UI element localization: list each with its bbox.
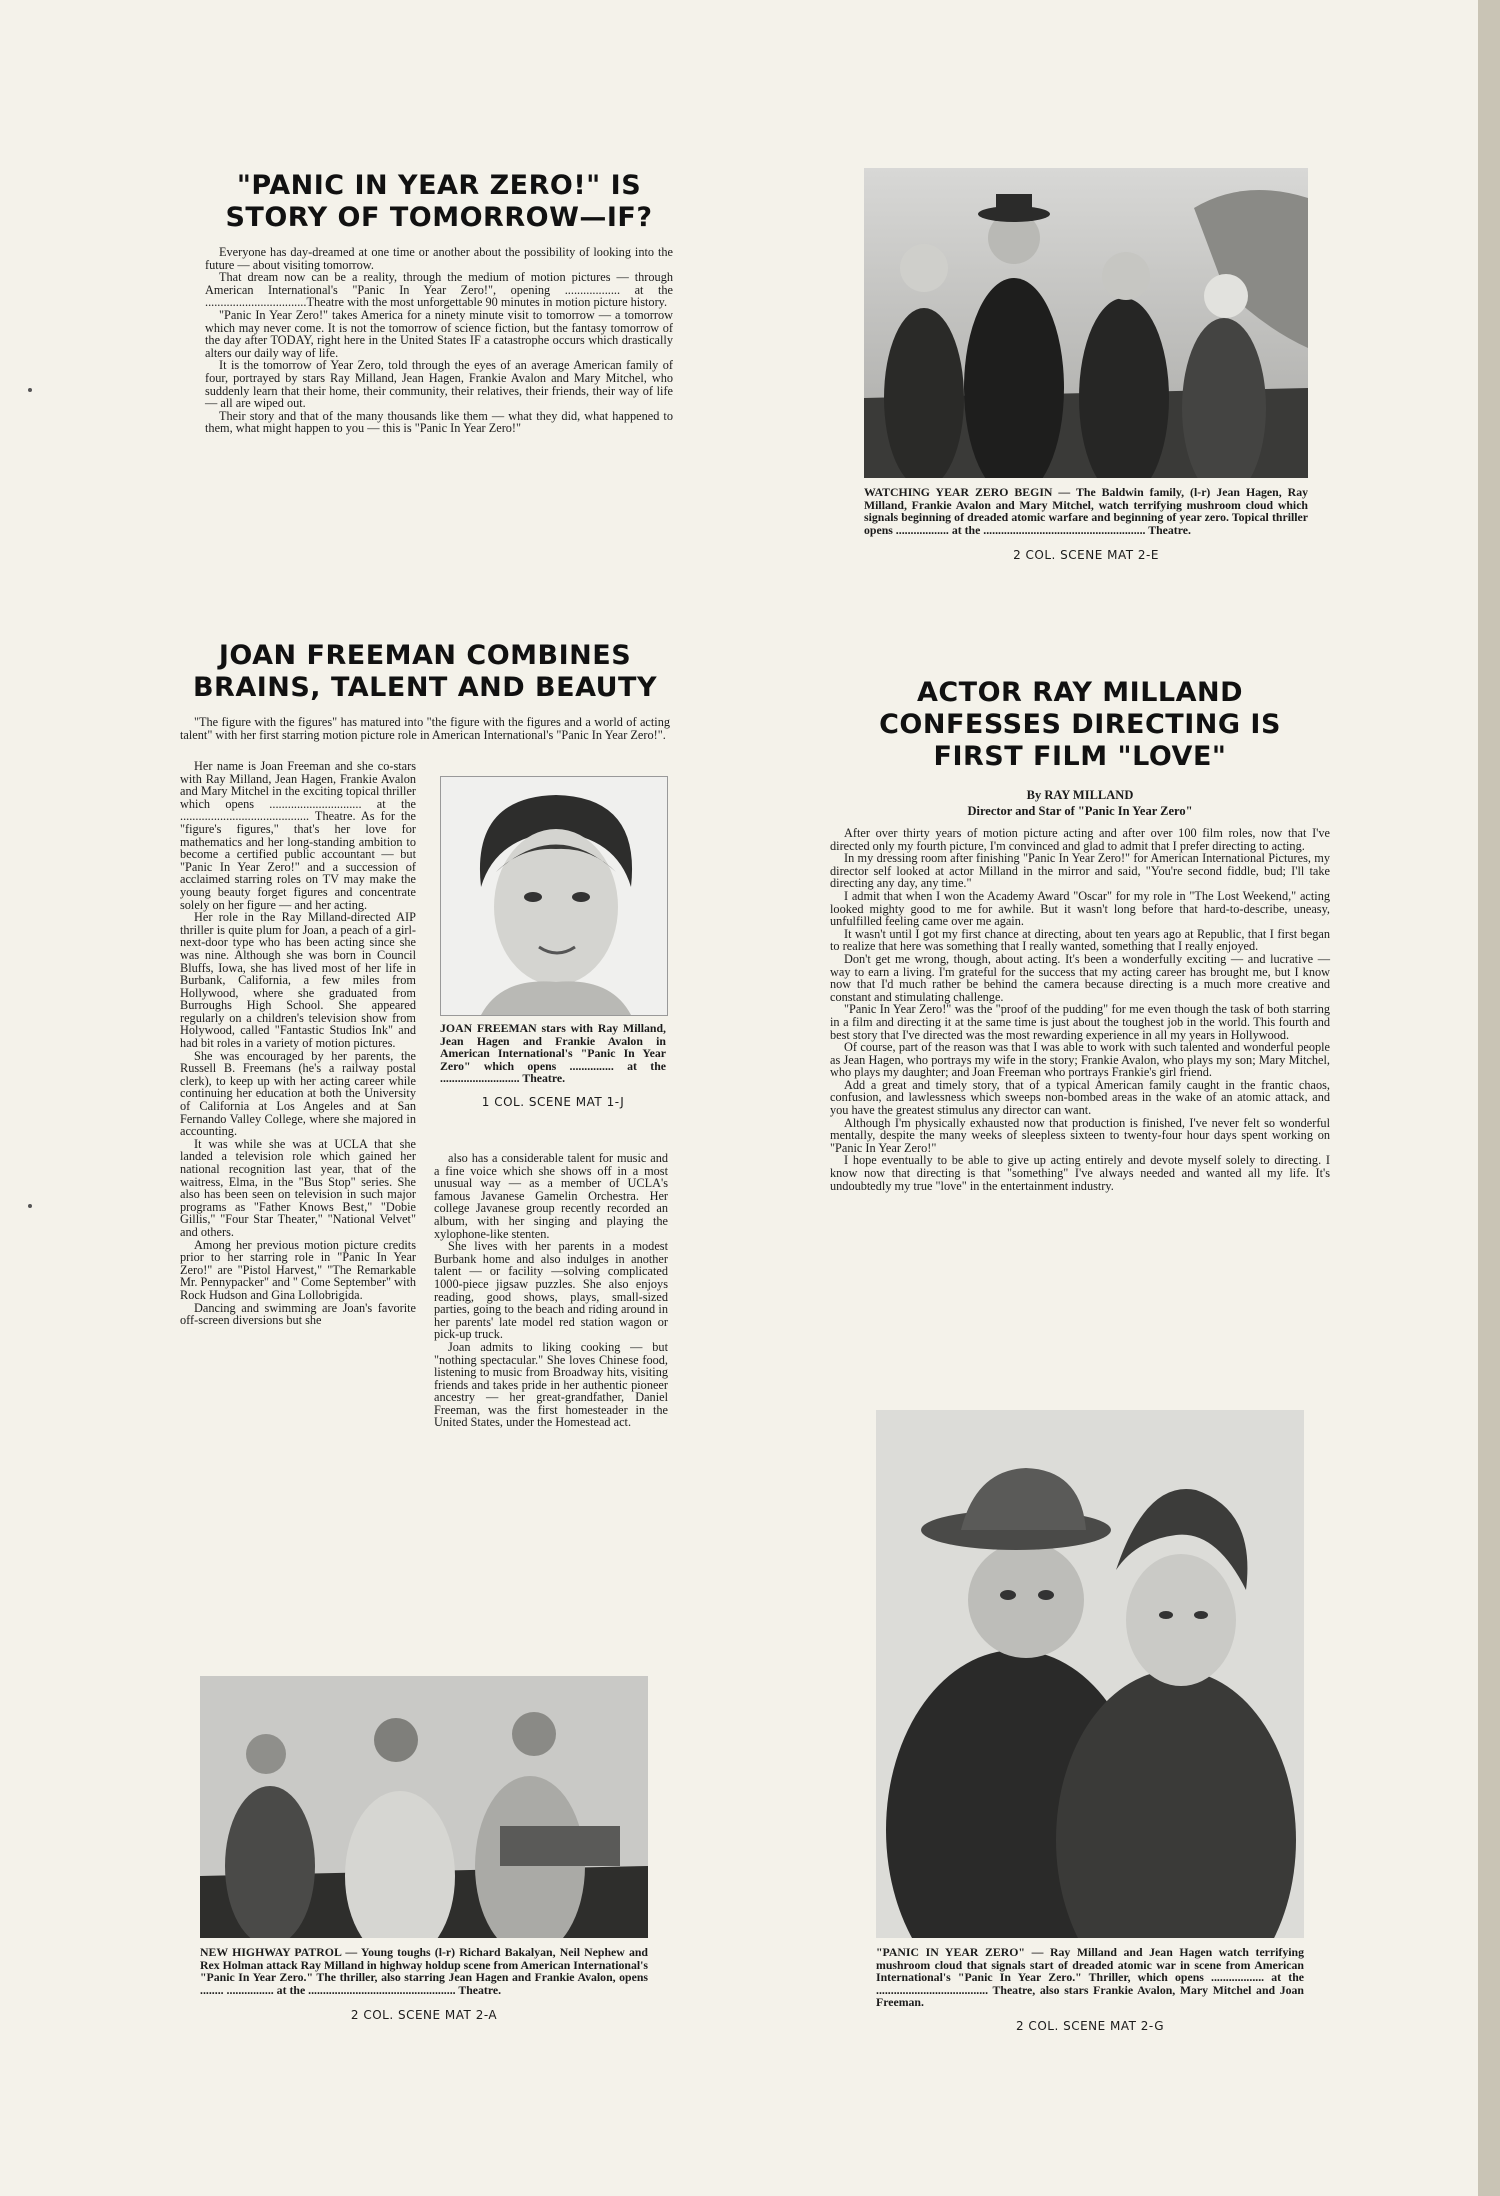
photo-joan-freeman bbox=[440, 776, 668, 1016]
mat-label: 2 COL. SCENE MAT 2-E bbox=[1013, 548, 1159, 563]
photo4-caption-block bbox=[876, 1946, 1304, 2033]
article-body bbox=[830, 827, 1330, 1192]
paragraph: also has a considerable talent for music and a fine voice which she shows off in a most unusual way — as a member of UCLA's famous Javanese Gamelin Orchestra. Her college Javanese group recently recorded an album, with her singing and playing the xylophone-like stenten. bbox=[434, 1151, 668, 1241]
paragraph: Although I'm physically exhausted now that production is finished, I've never felt so wonderful mentally, despite the many weeks of sleepless sixteen to twenty-four hour days spent working on "Panic In Year Zero!" bbox=[830, 1115, 1330, 1155]
paragraph: I admit that when I won the Academy Award "Oscar" for my role in "The Lost Weekend," acting looked mighty good to me for awhile. But it wasn't long before that hard-to-describe, uneasy, unfulfilled feeling came over me again. bbox=[830, 888, 1330, 929]
photo-caption: JOAN FREEMAN stars with Ray Milland, Jean Hagen and Frankie Avalon in American International's "Panic In Year Zero" which opens ............... at the ........................... Theatre. bbox=[440, 1021, 666, 1086]
article2-column-right bbox=[434, 1152, 668, 1429]
paragraph: "Panic In Year Zero!" was the "proof of the pudding" for me even though the task of both starring in a film and directing it at the same time is just about the toughest job in the world. This fourth and best story that I've directed was the most rewarding experience in all my years in Hollywood. bbox=[830, 1002, 1330, 1042]
punch-mark bbox=[28, 388, 32, 392]
article-ray-milland bbox=[830, 677, 1330, 1192]
page-edge bbox=[1478, 0, 1500, 2196]
mat-label: 2 COL. SCENE MAT 2-G bbox=[1015, 2018, 1165, 2033]
byline: By RAY MILLAND bbox=[1026, 788, 1134, 802]
paragraph: Her name is Joan Freeman and she co-stars with Ray Milland, Jean Hagen, Frankie Avalon and Mary Mitchel in the exciting topical thriller which opens .............................. at the .......................................... Theatre. As for the "figure's figures," that's her love for mathematics and her long-standing ambition to become a certified public accountant — but "Panic In Year Zero!" and a succession of acclaimed starring roles on TV may make the young beauty forget figures and concentrate solely on her figure — and her acting. bbox=[180, 759, 416, 912]
paragraph: Her role in the Ray Milland-directed AIP thriller is quite plum for Joan, a peach of a girl-next-door type who has been acting since she was nine. Although she was born in Council Bluffs, Iowa, she has lived most of her life in Burbank, California, a few miles from Hollywood, where she graduated from Burroughs High School. She appeared regularly on a children's television show from Holywood, called "Fantastic Studios Ink" and had bit roles in a variety of motion pictures. bbox=[180, 910, 416, 1051]
paragraph: Of course, part of the reason was that I was able to work with such talented and wonderful people as Jean Hagen, who portrays my wife in the story; Frankie Avalon, who plays my son; Mary Mitchel, who plays my daughter; and Joan Freeman who portrays Frankie's girl friend. bbox=[830, 1040, 1330, 1080]
paragraph: Joan admits to liking cooking — but "nothing spectacular." She loves Chinese food, listening to music from Broadway hits, visiting friends and takes pride in her authentic pioneer ancestry — her great-grandfather, Daniel Freeman, was the first homesteader in the United States, under the Homestead act. bbox=[434, 1339, 668, 1430]
photo1-caption-block bbox=[864, 486, 1308, 562]
paragraph: That dream now can be a reality, through the medium of motion pictures — through American International's "Panic In Year Zero!", opening .................. at the .................................Theatre with the most unforgettable 90 minutes in motion picture history. bbox=[205, 270, 673, 310]
photo-caption: NEW HIGHWAY PATROL — Young toughs (l-r) Richard Bakalyan, Neil Nephew and Rex Holman attack Ray Milland in highway holdup scene from American International's "Panic In Year Zero." The thriller, also starring Jean Hagen and Frankie Avalon, opens ........ ................ at the .................................................. Theatre. bbox=[200, 1945, 648, 1997]
paragraph: I hope eventually to be able to give up acting entirely and devote myself solely to directing. I know now that directing is that "something" I've always needed and wanted all my life. It's undoubtedly my true "love" in the entertainment industry. bbox=[830, 1153, 1330, 1193]
photo-watching-year-zero bbox=[864, 168, 1308, 478]
photo-caption: "PANIC IN YEAR ZERO" — Ray Milland and Jean Hagen watch terrifying mushroom cloud that signals start of dreaded atomic war in scene from American International's "Panic In Year Zero." Thriller, which opens .................. at the ...................................... Theatre, also stars Frankie Avalon, Mary Mitchel and Joan Freeman. bbox=[876, 1945, 1304, 2010]
paragraph: After over thirty years of motion picture acting and after over 100 film roles, now that I've directed only my fourth picture, I'm convinced and glad to admit that I prefer directing to acting. bbox=[830, 826, 1330, 853]
paragraph: Their story and that of the many thousands like them — what they did, what happened to them, what might happen to you — this is "Panic In Year Zero!" bbox=[205, 408, 673, 436]
paragraph: Everyone has day-dreamed at one time or another about the possibility of looking into the future — about visiting tomorrow. bbox=[205, 245, 673, 272]
photo-new-highway-patrol bbox=[200, 1676, 648, 1938]
paragraph: It was while she was at UCLA that she landed a television role which gained her national recognition last year, that of the waitress, Elma, in the "Bus Stop" series. She also has been seen on television in such major programs as "Father Knows Best," "Dobie Gillis," "Four Star Theater," "National Velvet" and others. bbox=[180, 1136, 416, 1239]
paragraph: Don't get me wrong, though, about acting. It's been a wonderfully exciting — and lucrative — way to earn a living. I'm grateful for the success that my acting career has brought me, but I know now that I'd much rather be behind the camera because directing is a much more creative and constant and stimulating challenge. bbox=[830, 951, 1330, 1004]
lead-paragraph: "The figure with the figures" has matured into "the figure with the figures and a world of acting talent" with her first starring motion picture role in American International's "Panic In Year Zero!". bbox=[180, 715, 670, 742]
paragraph: Dancing and swimming are Joan's favorite off-screen diversions but she bbox=[180, 1300, 416, 1328]
photo-milland-hagen bbox=[876, 1410, 1304, 1938]
headline: "PANIC IN YEAR ZERO!" IS STORY OF TOMORROW—IF? bbox=[225, 170, 653, 233]
photo2-caption-block bbox=[440, 1022, 666, 1109]
paragraph: "Panic In Year Zero!" takes America for a ninety minute visit to tomorrow — a tomorrow which may never come. It is not the tomorrow of science fiction, but the fantasy tomorrow of the day after TODAY, right here in the United States IF a catastrophe occurs which drastically alters our daily way of life. bbox=[205, 307, 673, 360]
mat-label: 1 COL. SCENE MAT 1-J bbox=[481, 1094, 625, 1109]
paragraph: She was encouraged by her parents, the Russell B. Freemans (he's a railway postal clerk), to keep up with her acting career while continuing her education at both the University of California at Los Angeles and at San Fernando Valley College, where she majored in accounting. bbox=[180, 1048, 416, 1139]
article-body bbox=[205, 246, 673, 435]
paragraph: In my dressing room after finishing "Panic In Year Zero!" for American International Pictures, my director self looked at actor Milland in the mirror and said, "You're second fiddle, bud; I'll take directing any day, any time." bbox=[830, 851, 1330, 891]
paragraph: It is the tomorrow of Year Zero, told through the eyes of an average American family of four, portrayed by stars Ray Milland, Jean Hagen, Frankie Avalon and Mary Mitchel, who suddenly learn that their home, their community, their relatives, their friends, their way of life — all are wiped out. bbox=[205, 358, 673, 411]
mat-label: 2 COL. SCENE MAT 2-A bbox=[350, 2008, 498, 2023]
article-panic-story bbox=[205, 170, 673, 435]
article-lead bbox=[180, 716, 670, 741]
paragraph: Among her previous motion picture credits prior to her starring role in "Panic In Year Zero!" are "Pistol Harvest," "The Remarkable Mr. Pennypacker" and " Come September" with Rock Hudson and Gina Lollobrigida. bbox=[180, 1237, 417, 1302]
article-joan-freeman bbox=[180, 640, 670, 741]
paragraph: Add a great and timely story, that of a typical American family caught in the frantic chaos, confusion, and lawlessness which sweeps non-bombed areas in the wake of an atomic attack, and you have the greatest stimulus any director can want. bbox=[830, 1077, 1330, 1118]
paragraph: It wasn't until I got my first chance at directing, about ten years ago at Republic, that I first began to realize that here was something that I really wanted, something that I really enjoyed. bbox=[830, 926, 1330, 954]
punch-mark bbox=[28, 1204, 32, 1208]
headline: JOAN FREEMAN COMBINES BRAINS, TALENT AND BEAUTY bbox=[192, 640, 658, 703]
photo3-caption-block bbox=[200, 1946, 648, 2022]
byline-subtitle: Director and Star of "Panic In Year Zero" bbox=[967, 804, 1193, 818]
paragraph: She lives with her parents in a modest Burbank home and also indulges in another talent — or facility —solving complicated 1000-piece jigsaw puzzles. She also enjoys reading, good shows, plays, small-sized parties, going to the beach and riding around in her parents' late model red station wagon or pick-up truck. bbox=[434, 1239, 668, 1342]
article2-column-left bbox=[180, 760, 416, 1327]
headline: ACTOR RAY MILLAND CONFESSES DIRECTING IS FIRST FILM "LOVE" bbox=[879, 677, 1281, 772]
photo-caption: WATCHING YEAR ZERO BEGIN — The Baldwin family, (l-r) Jean Hagen, Ray Milland, Frankie Avalon and Mary Mitchel, watch terrifying mushroom cloud which signals beginning of dreaded atomic warfare and beginning of year zero. Topical thriller opens .................. at the ....................................................... Theatre. bbox=[864, 485, 1308, 537]
